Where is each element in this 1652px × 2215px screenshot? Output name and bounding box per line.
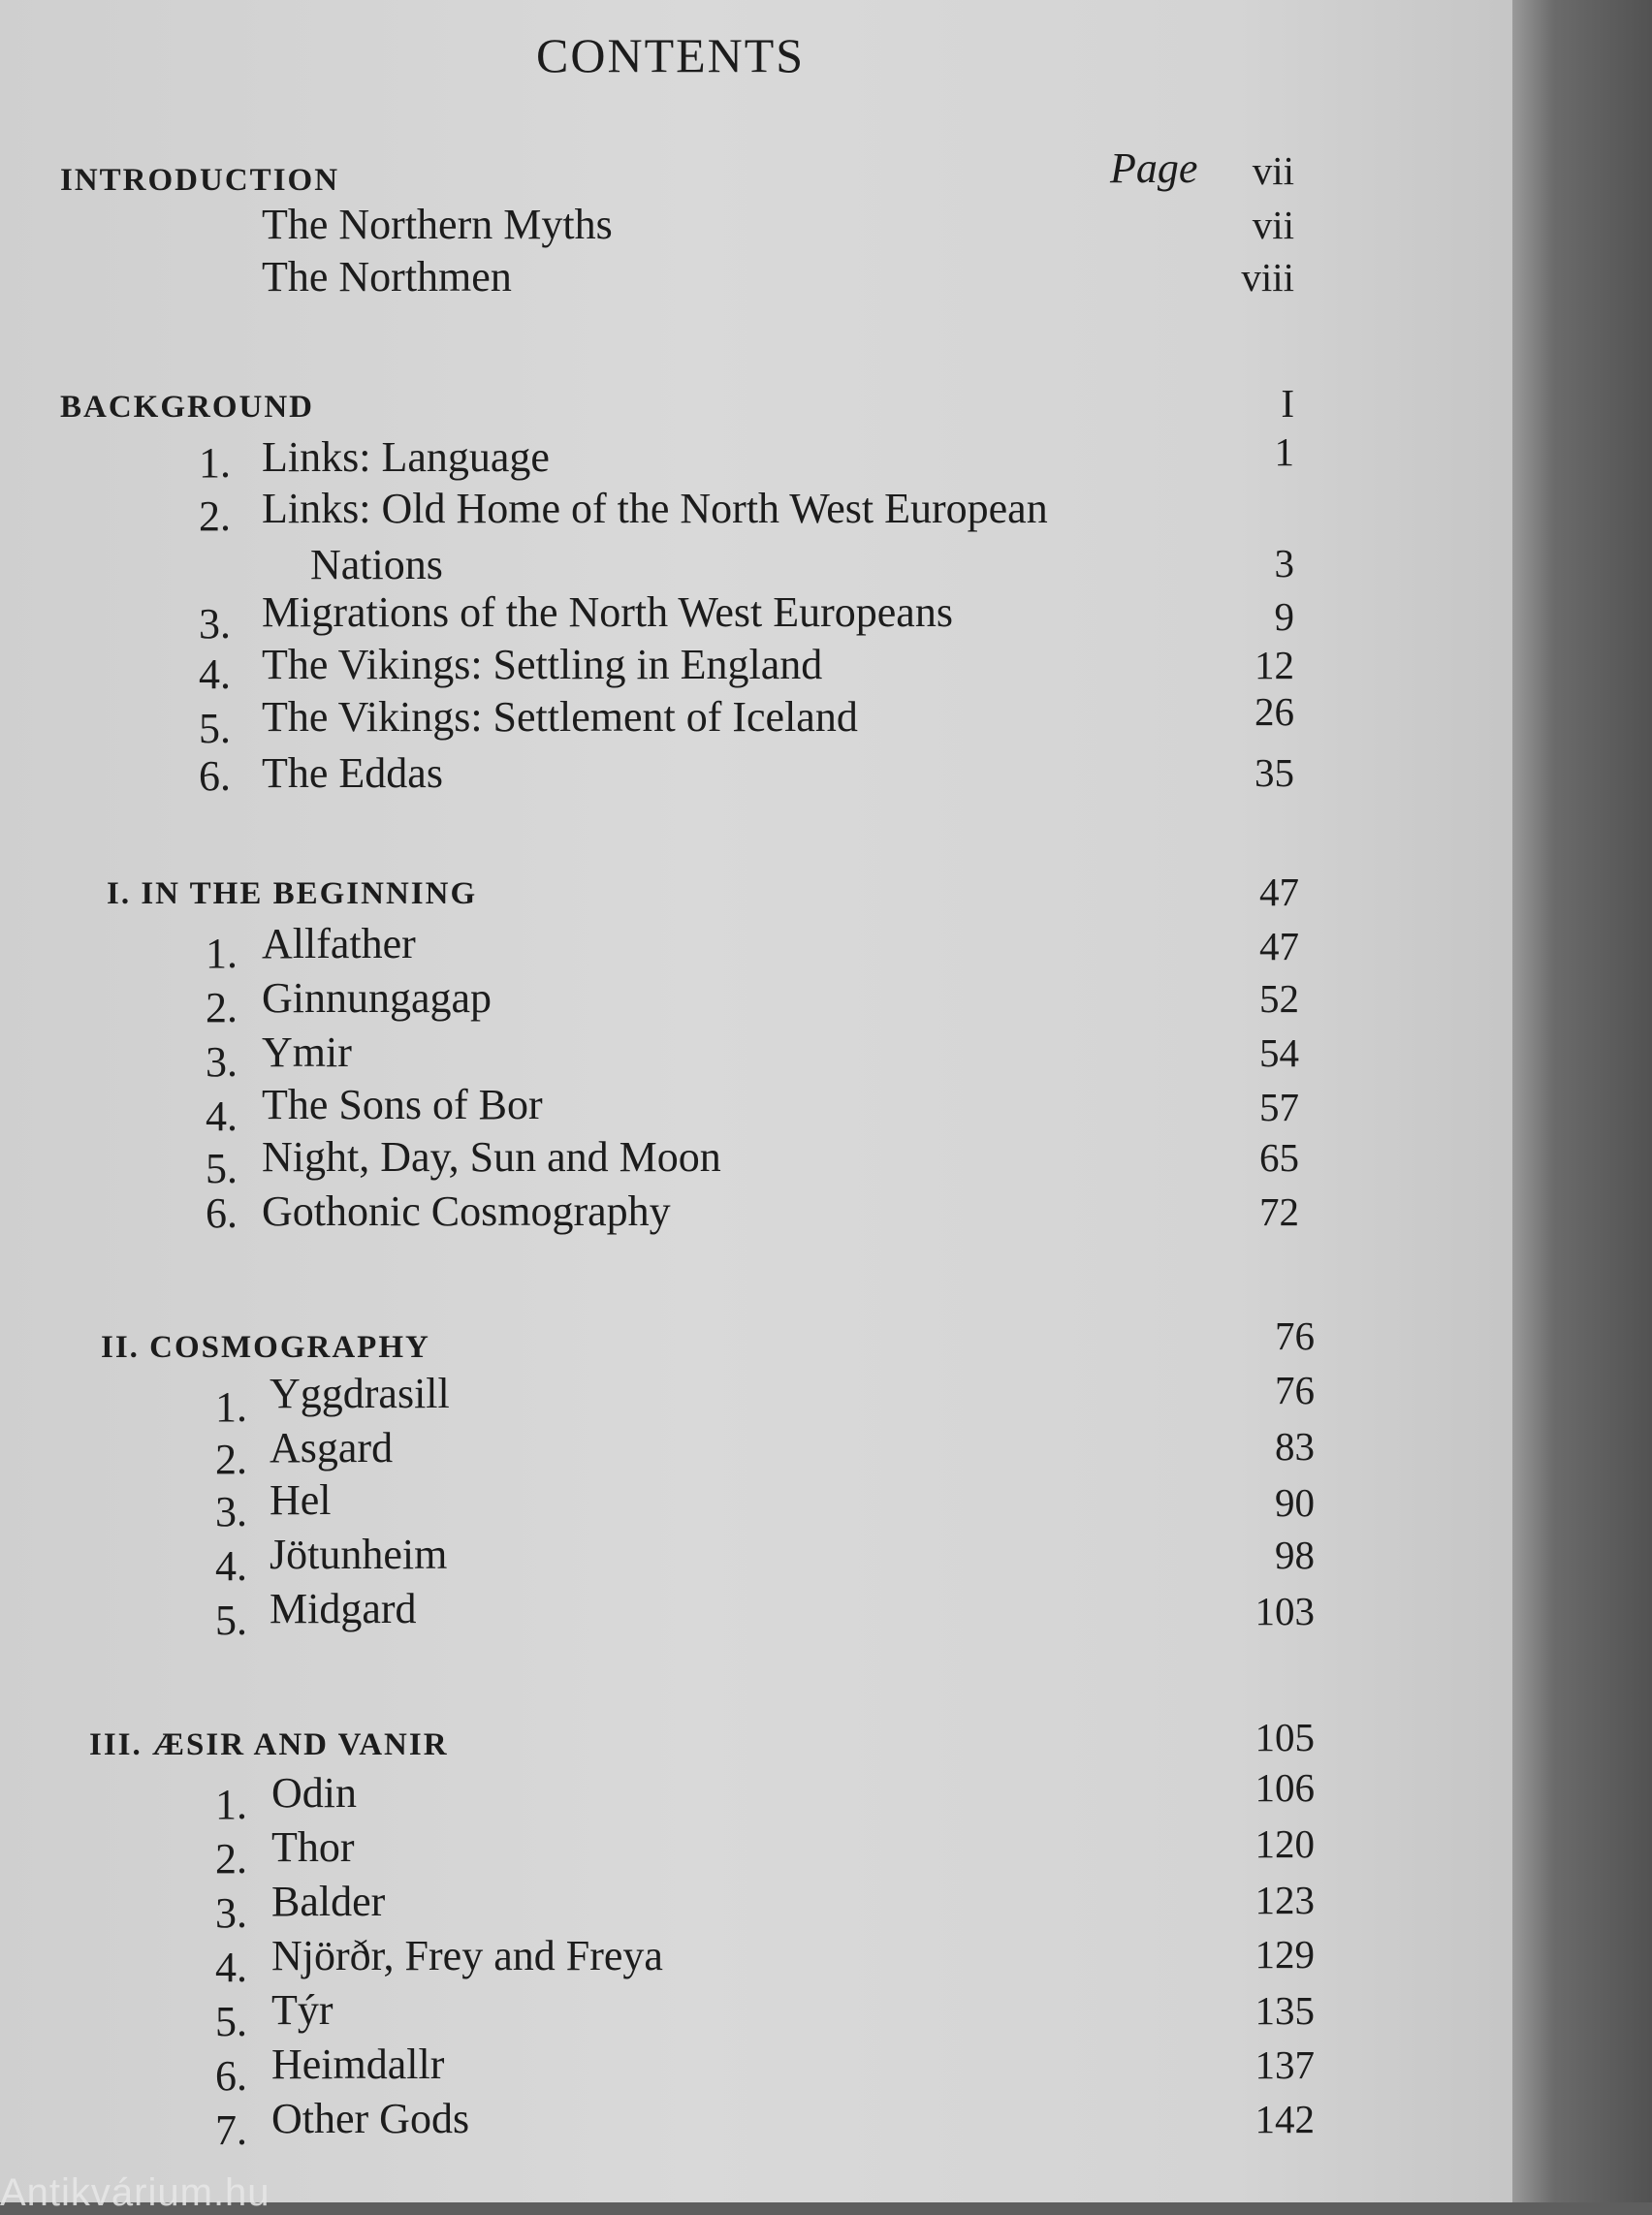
entry-title: Balder — [271, 1878, 386, 1925]
section-page: I — [1281, 381, 1294, 426]
entry-title: Thor — [271, 1823, 355, 1871]
entry-page: 47 — [1259, 924, 1299, 968]
page-column-label: Page — [1110, 144, 1198, 192]
entry-title: Odin — [271, 1769, 357, 1817]
entry-number: 3. — [199, 600, 231, 648]
entry-page: 129 — [1255, 1932, 1315, 1977]
entry-number: 4. — [215, 1944, 247, 1991]
entry-number: 2. — [206, 984, 238, 1031]
entry-title: Týr — [271, 1986, 334, 2034]
entry-page: 57 — [1259, 1085, 1299, 1129]
entry-title: Migrations of the North West Europeans — [262, 588, 953, 636]
entry-number: 1. — [199, 439, 231, 487]
entry-number: 5. — [206, 1145, 238, 1192]
entry-page: viii — [1241, 255, 1294, 300]
section-title: I. IN THE BEGINNING — [107, 876, 478, 911]
entry-number: 5. — [215, 1597, 247, 1644]
entry-title: Yggdrasill — [270, 1370, 450, 1417]
section-page: 76 — [1275, 1313, 1315, 1358]
entry-number: 4. — [199, 650, 231, 698]
section-title: BACKGROUND — [60, 390, 315, 425]
entry-title: Allfather — [262, 920, 416, 967]
entry-number: 2. — [199, 492, 231, 540]
entry-number: 3. — [215, 1488, 247, 1535]
entry-number: 7. — [215, 2106, 247, 2154]
entry-number: 1. — [215, 1383, 247, 1431]
entry-number: 5. — [215, 1998, 247, 2045]
entry-number: 1. — [206, 930, 238, 977]
entry-title: The Sons of Bor — [262, 1081, 543, 1128]
entry-number: 2. — [215, 1835, 247, 1883]
entry-number: 6. — [215, 2052, 247, 2100]
entry-title: The Vikings: Settling in England — [262, 641, 823, 688]
entry-page: 142 — [1255, 2097, 1315, 2141]
entry-title: The Eddas — [262, 749, 443, 797]
entry-title: Midgard — [270, 1585, 417, 1632]
entry-title: Other Gods — [271, 2095, 470, 2142]
entry-title: Links: Old Home of the North West European — [262, 485, 1048, 532]
entry-title: Gothonic Cosmography — [262, 1187, 671, 1235]
entry-title: Njörðr, Frey and Freya — [271, 1932, 663, 1979]
entry-page: 35 — [1255, 750, 1294, 795]
entry-title: The Northmen — [262, 253, 512, 301]
entry-page: 90 — [1275, 1480, 1315, 1525]
entry-page: 3 — [1274, 541, 1294, 585]
entry-page: 1 — [1274, 429, 1294, 474]
entry-page: 9 — [1274, 594, 1294, 639]
entry-page: 123 — [1255, 1878, 1315, 1922]
entry-title: Hel — [270, 1476, 332, 1524]
page-heading: CONTENTS — [536, 28, 806, 82]
watermark: Antikvárium.hu — [0, 2171, 270, 2214]
book-binding-shadow — [1512, 0, 1652, 2202]
entry-title: The Vikings: Settlement of Iceland — [262, 693, 858, 741]
entry-page: 26 — [1255, 689, 1294, 734]
entry-title: Night, Day, Sun and Moon — [262, 1133, 721, 1181]
entry-title: Links: Language — [262, 433, 550, 481]
entry-page: 72 — [1259, 1189, 1299, 1234]
entry-page: 120 — [1255, 1821, 1315, 1866]
entry-title: Ymir — [262, 1028, 352, 1076]
entry-number: 1. — [215, 1781, 247, 1828]
entry-title: Asgard — [270, 1424, 394, 1471]
section-title: INTRODUCTION — [60, 163, 340, 198]
section-page: vii — [1252, 148, 1294, 193]
entry-page: 76 — [1275, 1368, 1315, 1412]
entry-page: vii — [1252, 203, 1294, 247]
entry-page: 103 — [1255, 1589, 1315, 1633]
entry-number: 5. — [199, 705, 231, 752]
entry-page: 106 — [1255, 1765, 1315, 1810]
entry-page: 137 — [1255, 2042, 1315, 2087]
entry-number: 6. — [206, 1189, 238, 1237]
entry-number: 4. — [215, 1542, 247, 1590]
section-page: 47 — [1259, 870, 1299, 914]
section-title: III. ÆSIR AND VANIR — [89, 1727, 449, 1762]
entry-title: The Northern Myths — [262, 201, 613, 248]
entry-page: 83 — [1275, 1424, 1315, 1469]
entry-title-continuation: Nations — [310, 541, 443, 588]
entry-page: 98 — [1275, 1533, 1315, 1577]
entry-number: 3. — [206, 1038, 238, 1086]
entry-number: 2. — [215, 1436, 247, 1483]
section-title: II. COSMOGRAPHY — [101, 1330, 430, 1365]
entry-number: 3. — [215, 1889, 247, 1937]
entry-page: 135 — [1255, 1988, 1315, 2033]
entry-title: Jötunheim — [270, 1531, 448, 1578]
entry-title: Heimdallr — [271, 2041, 445, 2088]
entry-page: 12 — [1255, 643, 1294, 687]
entry-number: 6. — [199, 752, 231, 800]
entry-number: 4. — [206, 1092, 238, 1140]
section-page: 105 — [1255, 1715, 1315, 1759]
entry-page: 52 — [1259, 976, 1299, 1021]
entry-page: 65 — [1259, 1135, 1299, 1180]
entry-page: 54 — [1259, 1030, 1299, 1075]
entry-title: Ginnungagap — [262, 974, 492, 1022]
